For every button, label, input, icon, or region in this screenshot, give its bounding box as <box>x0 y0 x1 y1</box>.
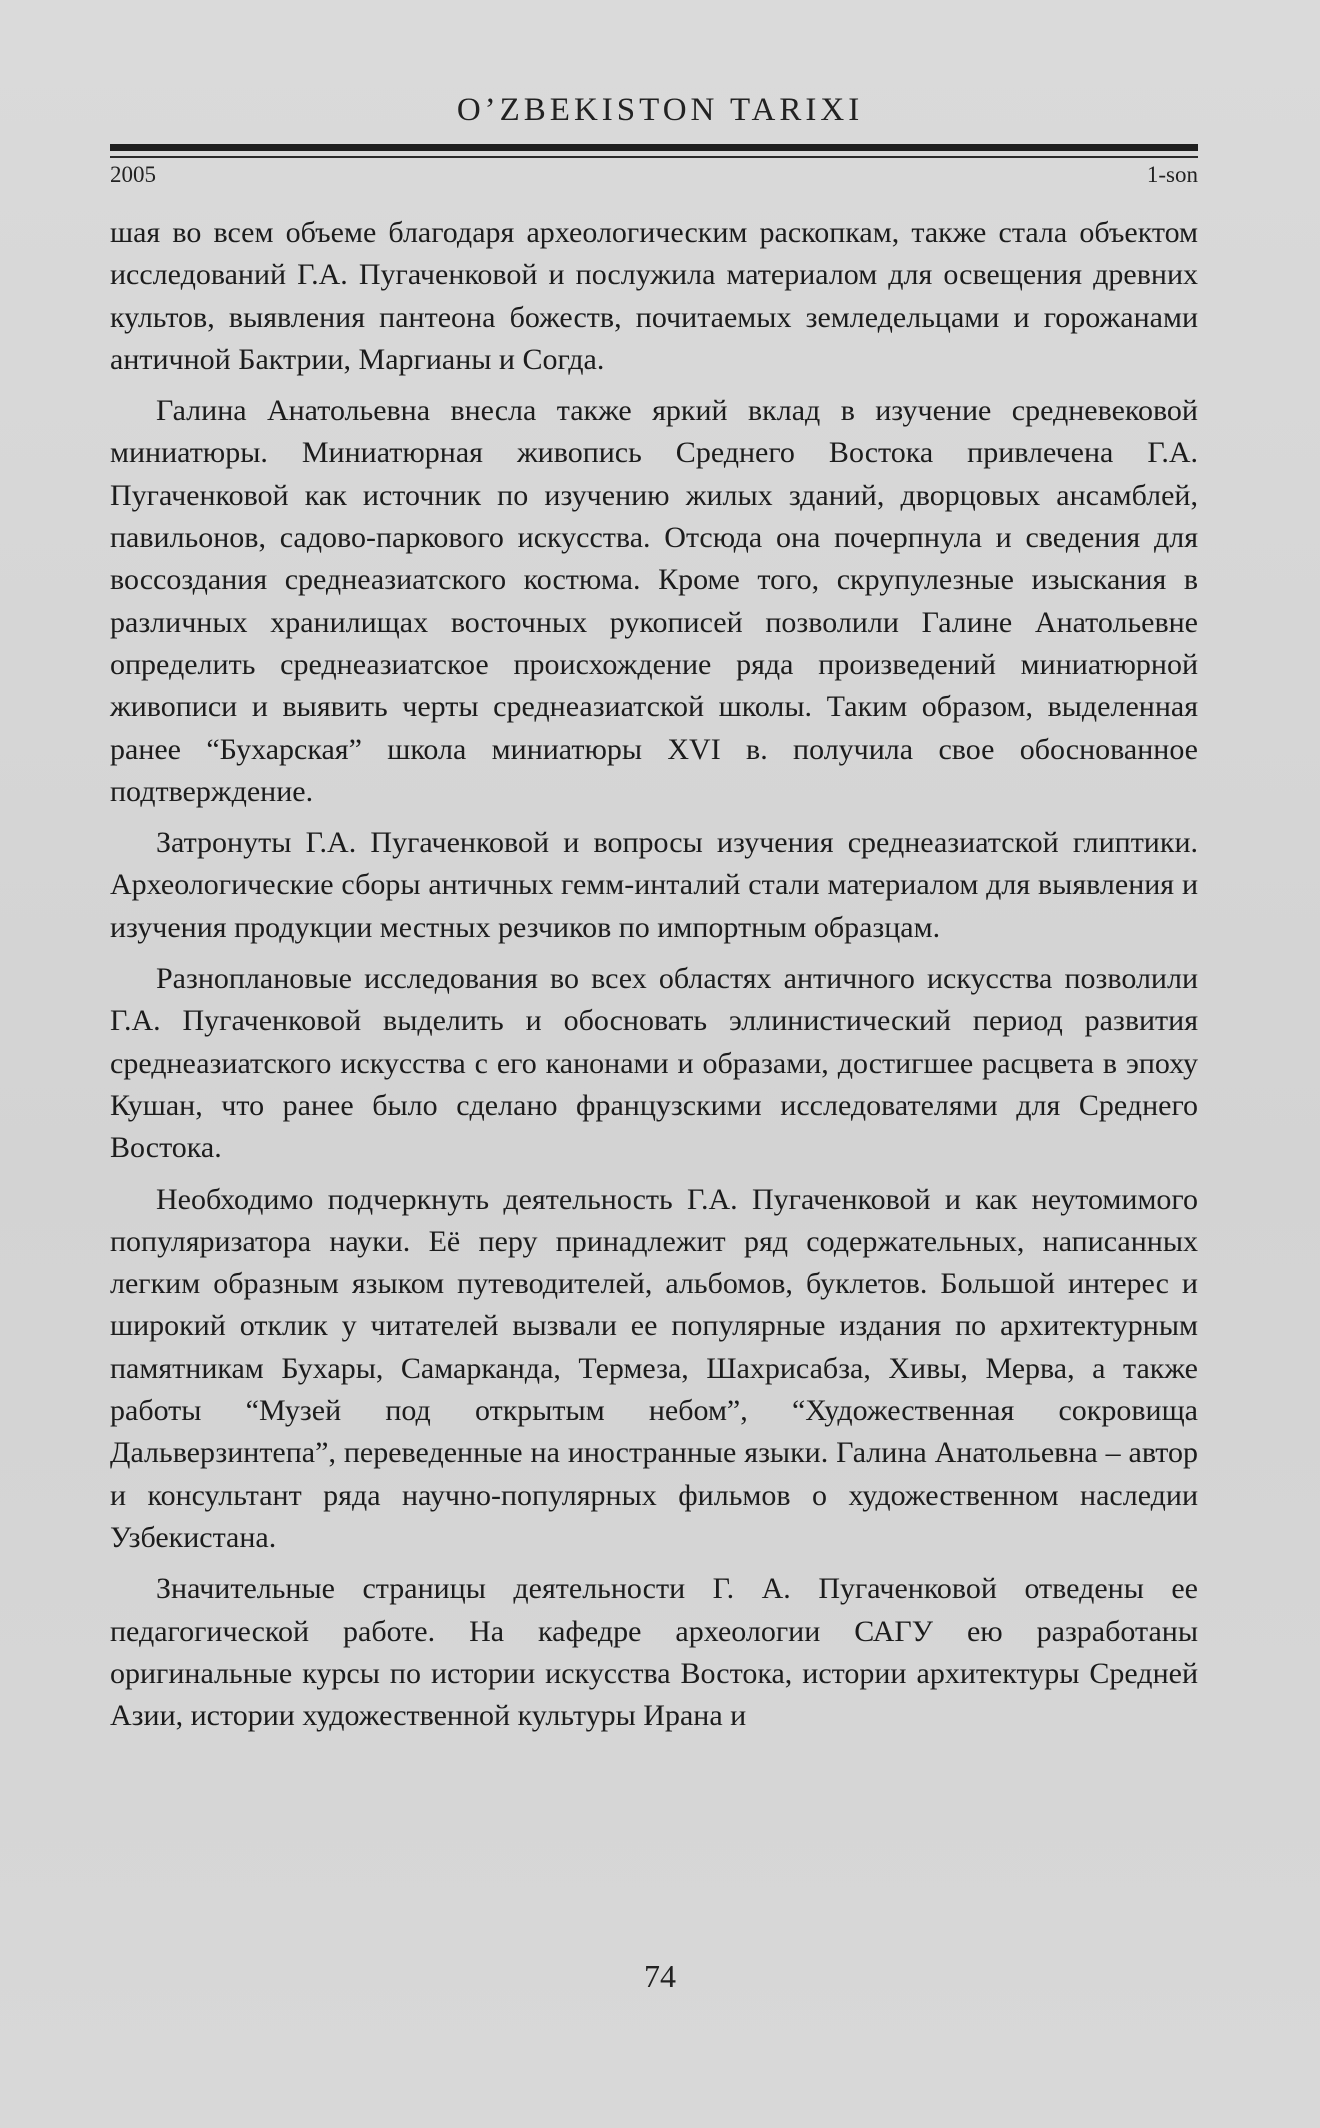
issue-year: 2005 <box>110 162 156 187</box>
header-rule-thick <box>110 144 1198 151</box>
paragraph: Значительные страницы деятельности Г. А. Пугаченковой отведены ее педагогической работе. На кафедре археологии САГУ ею разработаны оригинальные курсы по истории искусства Востока, истории архитектуры Средней Азии, истории художественной культуры Ирана и <box>110 1572 1198 1733</box>
paragraph: Затронуты Г.А. Пугаченковой и вопросы изучения среднеазиатской глиптики. Археологические сборы античных гемм-инталий стали материалом для выявления и изучения продукции местных резчиков по импортным образцам. <box>110 826 1198 944</box>
issue-number: 1-son <box>1146 162 1198 187</box>
paragraph: Разноплановые исследования во всех областях античного искусства позволили Г.А. Пугаченковой выделить и обосновать эллинистический период развития среднеазиатского искусства с его канонами и образами, достигшее расцвета в эпоху Кушан, что ранее было сделано французскими исследователями для Среднего Востока. <box>110 962 1198 1165</box>
paragraph: шая во всем объеме благодаря археологическим раскопкам, также стала объектом исследований Г.А. Пугаченковой и послужила материалом для освещения древних культов, выявления пантеона божеств, почитаемых земледельцами и горожанами античной Бактрии, Маргианы и Согда. <box>110 216 1198 376</box>
body-text <box>110 212 1198 1746</box>
paragraph: Необходимо подчеркнуть деятельность Г.А. Пугаченковой и как неутомимого популяризатора науки. Её перу принадлежит ряд содержательных, написанных легким образным языком путеводителей, альбомов, буклетов. Большой интерес и широкий отклик у читателей вызвали ее популярные издания по архитектурным памятникам Бухары, Самарканда, Термеза, Шахрисабза, Хивы, Мерва, а также работы “Музей под открытым небом”, “Художественная сокровища Дальверзинтепа”, переведенные на иностранные языки. Галина Анатольевна – автор и консультант ряда научно-популярных фильмов о художественном наследии Узбекистана. <box>110 1182 1198 1554</box>
page-number: 74 <box>644 1958 676 1994</box>
header-rule-thin <box>110 156 1198 158</box>
journal-title: O’ZBEKISTON TARIXI <box>456 92 864 128</box>
paragraph: Галина Анатольевна внесла также яркий вклад в изучение средневековой миниатюры. Миниатюрная живопись Среднего Востока привлечена Г.А. Пугаченковой как источник по изучению жилых зданий, дворцовых ансамблей, павильонов, садово-паркового искусства. Отсюда она почерпнула и сведения для воссоздания среднеазиатского костюма. Кроме того, скрупулезные изыскания в различных хранилищах восточных рукописей позволили Галине Анатольевне определить среднеазиатское происхождение ряда произведений миниатюрной живописи и выявить черты среднеазиатской школы. Таким образом, выделенная ранее “Бухарская” школа миниатюры XVI в. получила свое обоснованное подтверждение. <box>110 394 1198 808</box>
issue-line <box>110 162 1198 188</box>
